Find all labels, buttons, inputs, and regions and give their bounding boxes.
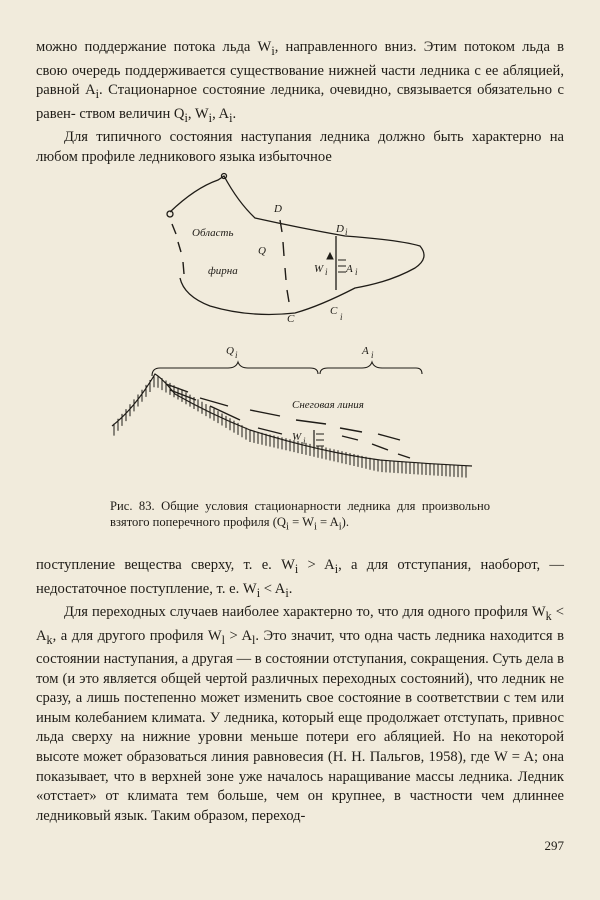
glacier-diagram (100, 168, 480, 486)
label-di: D (336, 223, 344, 235)
label-a: A (346, 263, 353, 275)
label-oblast: Область (192, 227, 234, 239)
top-text-block: можно поддержание потока льда $W_i$, направленного вниз. Этим потоком льда в свою очередь поддерживается существование нижней части ледника с ее абляцией, равной $A_i$. Стационарное состояние ледника, очевидно, связывается обязательно с равен- ством величин $Q_i$, $W_i$, $A_i$. (36, 39, 564, 125)
braces (152, 362, 422, 376)
label-qi-sub: i (235, 350, 238, 360)
glacier-surface-dashes (166, 384, 400, 440)
glacier-outline (167, 174, 424, 315)
label-snowline: Снеговая линия (292, 399, 364, 411)
label-a-sub: i (355, 267, 358, 277)
label-qi: Q (226, 345, 234, 357)
firn-boundary-dashes (172, 224, 184, 274)
paragraph-3: поступление вещества сверху, т. е. $W_i > A_i$, а для отступания, наоборот, — недостаточное поступление, т. е. $W_i < A_i$. (36, 557, 565, 600)
section-dc (280, 220, 289, 302)
figure-caption: Рис. 83. Общие условия стационарности ледника для произвольно взятого поперечного профиля $(Q_i = W_i = A_i)$. (110, 499, 490, 533)
label-w-sub: i (325, 267, 328, 277)
page-number: 297 (544, 838, 564, 853)
label-q: Q (258, 245, 266, 257)
label-firna: фирна (208, 265, 238, 277)
top-paragraph (36, 38, 564, 167)
label-ci: C (330, 305, 338, 317)
label-ci-sub: i (340, 312, 343, 322)
label-c: C (287, 313, 295, 325)
second-paragraph: Для типичного состояния наступания ледника должно быть характерно на любом профиле ледникового языка избыточное (36, 129, 564, 165)
label-w: W (314, 263, 324, 275)
wi-arrows (316, 434, 324, 446)
label-wi: W (292, 431, 302, 443)
label-ai-sub: i (371, 350, 374, 360)
paragraph-4: Для переходных случаев наиболее характерно то, что для одного профиля $W_k < A_k$, а для другого профиля $W_l > A_l$. Это значит, что одна часть ледника находится в состоянии наступания, а другая — в состоянии отступания, сокращения. Суть дела в том (и это является общей чертой различных переходных состояний), что ледник не сразу, а лишь постепенно может изменить свое состояние в соответствии с тем или иным колебанием климата. У ледника, который еще продолжает отступать, привнос льда сверху на нижние уровни меньше потери его абляцией. Но на некоторой высоте может образоваться линия равновесия (Н. Н. Пальгов, 1958), где W = A; она показывает, что в верхней зоне уже началось наращивание массы ледника. Ледник «отстает» от климата тем больше, чем он крупнее, в частности чем длиннее ледниковый язык. Таким образом, переход- (36, 604, 565, 824)
figure-83 (100, 168, 480, 486)
bottom-text (36, 556, 564, 826)
label-di-sub: i (345, 227, 348, 237)
label-d: D (274, 203, 282, 215)
label-wi-sub: i (303, 436, 306, 446)
label-ai: A (362, 345, 369, 357)
